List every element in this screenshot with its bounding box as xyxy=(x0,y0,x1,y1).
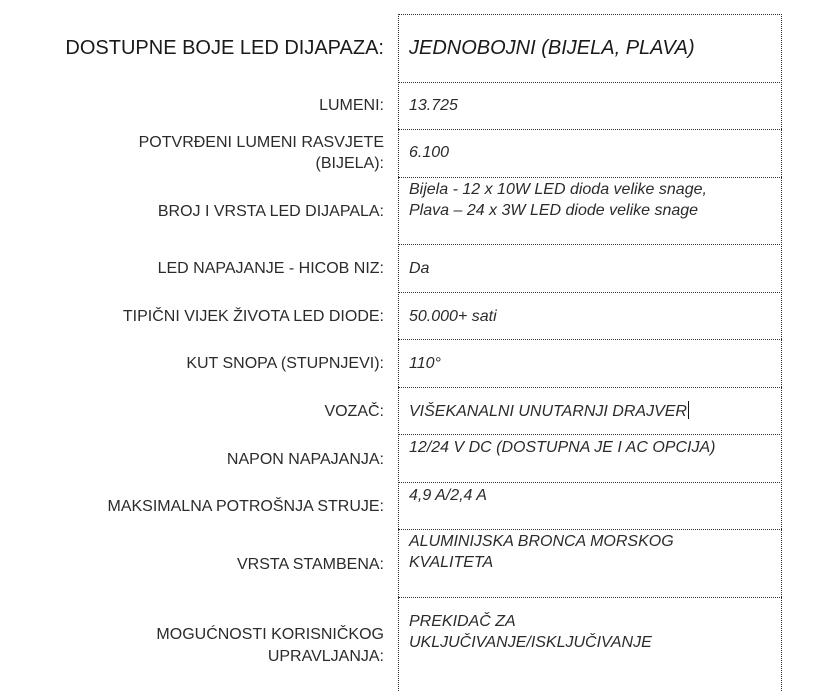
text-cursor xyxy=(688,401,689,419)
spec-value-driver-text: VIŠEKANALNI UNUTARNJI DRAJVER xyxy=(409,403,687,420)
spec-label-user-control xyxy=(156,624,384,668)
row-divider xyxy=(398,129,782,130)
spec-label-led-count: BROJ I VRSTA LED DIJAPALA: xyxy=(157,203,384,220)
spec-label-beam-angle: KUT SNOPA (STUPNJEVI): xyxy=(186,355,384,372)
spec-value-voltage: 12/24 V DC (DOSTUPNA JE I AC OPCIJA) xyxy=(409,439,716,456)
spec-value-line: KVALITETA xyxy=(409,554,494,571)
spec-label-line: POTVRĐENI LUMENI RASVJETE xyxy=(138,134,384,151)
row-divider xyxy=(398,597,782,598)
spec-label-max-current: MAKSIMALNA POTROŠNJA STRUJE: xyxy=(107,498,384,515)
spec-label-line: UPRAVLJANJA: xyxy=(267,648,384,665)
spec-value-driver[interactable] xyxy=(409,401,769,422)
spec-label-colors: DOSTUPNE BOJE LED DIJAPAZA: xyxy=(65,37,384,59)
spec-value-user-control xyxy=(409,611,769,653)
spec-value-max-current: 4,9 A/2,4 A xyxy=(409,487,487,504)
row-divider xyxy=(398,339,782,340)
row-divider xyxy=(398,292,782,293)
spec-label-lumens: LUMENI: xyxy=(319,97,384,114)
spec-value-colors: JEDNOBOJNI (BIJELA, PLAVA) xyxy=(409,37,695,59)
spec-value-housing xyxy=(409,531,769,573)
spec-label-power-array: LED NAPAJANJE - HICOB NIZ: xyxy=(157,260,384,277)
spec-value-power-array: Da xyxy=(409,260,430,277)
spec-value-line: Plava – 24 x 3W LED diode velike snage xyxy=(409,202,699,219)
spec-value-certified-lumens: 6.100 xyxy=(409,144,450,161)
spec-label-driver: VOZAČ: xyxy=(324,403,384,420)
spec-value-lumens: 13.725 xyxy=(409,97,458,114)
spec-label-lifetime: TIPIČNI VIJEK ŽIVOTA LED DIODE: xyxy=(122,308,384,325)
spec-label-line: MOGUĆNOSTI KORISNIČKOG xyxy=(156,626,384,643)
spec-value-led-count xyxy=(409,179,769,221)
spec-value-line: Bijela - 12 x 10W LED dioda velike snage, xyxy=(409,181,707,198)
spec-value-lifetime: 50.000+ sati xyxy=(409,308,497,325)
spec-label-voltage: NAPON NAPAJANJA: xyxy=(226,451,384,468)
row-divider xyxy=(398,434,782,435)
spec-label-line: (BIJELA): xyxy=(315,155,384,172)
spec-value-line: PREKIDAČ ZA xyxy=(409,613,516,630)
spec-value-line: UKLJUČIVANJE/ISKLJUČIVANJE xyxy=(409,634,652,651)
row-divider xyxy=(398,82,782,83)
row-divider xyxy=(398,482,782,483)
spec-label-housing: VRSTA STAMBENA: xyxy=(237,556,384,573)
spec-value-beam-angle: 110° xyxy=(409,355,441,372)
row-divider xyxy=(398,244,782,245)
row-divider xyxy=(398,529,782,530)
spec-value-line: ALUMINIJSKA BRONCA MORSKOG xyxy=(409,533,674,550)
row-divider xyxy=(398,387,782,388)
spec-label-certified-lumens xyxy=(139,132,384,174)
row-divider xyxy=(398,177,782,178)
